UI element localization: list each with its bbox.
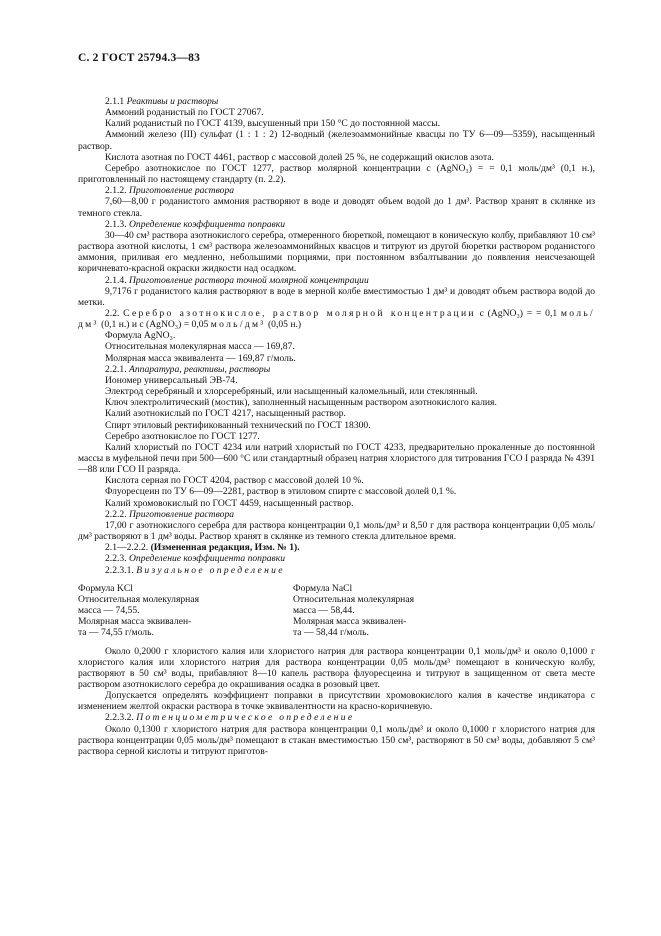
paragraph: Серебро азотнокислое по ГОСТ 1277, раствор молярной концентрации c (AgNO₃) = = 0,1 моль/дм³ (0,1 н.), приготовленный по настоящему стандарту (п. 2.2). [78, 162, 595, 186]
section-number: 2.1.2. [105, 185, 129, 197]
paragraph: Спирт этиловый ректификованный технический по ГОСТ 18300. [105, 419, 371, 431]
section-title-formula: (0,1 н.) и c (AgNO₃) = 0,05 [98, 319, 211, 331]
document-body [78, 96, 595, 757]
section-2-1-4-heading [78, 275, 595, 286]
formula-line: Относительная молекулярная [293, 593, 414, 605]
formula-line: масса — 74,55. [78, 605, 140, 617]
section-title: Аппаратура, реактивы, растворы [128, 363, 271, 375]
section-number: 2.2.3. [105, 553, 129, 565]
formula-columns [78, 583, 595, 639]
formula-line: Молярная масса эквивален- [78, 616, 192, 628]
section-2-2-3-1-heading [78, 565, 595, 576]
section-number: 2.1.4. [105, 274, 129, 286]
paragraph: Серебро азотнокислое по ГОСТ 1277. [105, 430, 260, 442]
paragraph: 7,60—8,00 г роданистого аммония растворяют в воде и доводят объем водой до 1 дм³. Раствор хранят в склянке из темного стекла. [78, 196, 595, 219]
section-2-2-1-heading [78, 364, 595, 375]
paragraph: Электрод серебряный и хлорсеребряный, или насыщенный каломельный, или стеклянный. [105, 386, 478, 398]
section-title: Потенциометрическое определение [136, 712, 355, 724]
paragraph: Калий хромовокислый по ГОСТ 4459, насыщенный раствор. [105, 497, 354, 509]
section-title: Серебро азотнокислое, раствор молярной концентрации [123, 307, 476, 319]
section-title: Определение коэффициента поправки [128, 218, 286, 230]
section-title: Определение коэффициента поправки [128, 553, 286, 565]
section-2-1-2-heading [78, 185, 595, 196]
unit-spaced: моль/дм³ [210, 319, 266, 331]
section-2-2-2-heading [78, 509, 595, 520]
paragraph: 30—40 см³ раствора азотнокислого серебра, отмеренного бюреткой, помещают в коническую колбу, прибавляют 10 см³ раствора азотной кислоты, 1 см³ раствора железоаммонийных квасцов и титруют из другой бюретки раствором роданистого аммония, приливая его медленно, небольшими порциями, при постоянном взбалтывании до появления неисчезающей коричневато-красной окраски жидкости над осадком. [78, 229, 595, 275]
document-page [78, 52, 595, 757]
unit-spaced: моль/дм³ [78, 307, 595, 331]
section-title-formula: (0,05 н.) [265, 319, 302, 331]
paragraph: Кислота серная по ГОСТ 4204, раствор с массовой долей 10 %. [105, 475, 364, 487]
formula-nacl [293, 583, 500, 639]
section-number: 2.1—2.2.2. [105, 542, 151, 554]
formula-line: та — 58,44 г/моль. [293, 627, 369, 639]
paragraph: Около 0,1300 г хлористого натрия для раствора концентрации 0,1 моль/дм³ и около 0,1000 г хлористого натрия для раствора концентрации 0,05 моль/дм³ помещают в стакан вместимостью 150 см³, растворяют в 50 см³ воды, добавляют 5 см³ раствора серной кислоты и титруют приготов- [78, 723, 595, 757]
section-2-1-3-heading [78, 219, 595, 230]
formula-line: масса — 58,44. [293, 605, 355, 617]
paragraph: Аммоний железо (III) сульфат (1 : 1 : 2) 12-водный (железоаммонийные квасцы по ТУ 6—09—5359), насыщенный раствор. [78, 129, 595, 152]
paragraph: 9,7176 г роданистого калия растворяют в воде в мерной колбе вместимостью 1 дм³ и доводят объем раствора водой до метки. [78, 285, 595, 308]
section-title: Визуальное определение [136, 564, 285, 576]
section-number: 2.2.3.2. [105, 712, 137, 724]
formula-line: Молярная масса эквивален- [293, 616, 407, 628]
paragraph: 17,00 г азотнокислого серебра для раствора концентрации 0,1 моль/дм³ и 8,50 г для раствора концентрации 0,05 моль/дм³ растворяют в 1 дм³ воды. Раствор хранят в склянке из темного стекла длительное время. [78, 519, 595, 543]
paragraph: Ключ электролитический (мостик), заполненный насыщенным раствором азотнокислого калия. [105, 397, 497, 409]
paragraph: Флуоресцеин по ТУ 6—09—2281, раствор в этиловом спирте с массовой долей 0,1 %. [105, 486, 457, 498]
amendment-note [78, 542, 595, 553]
section-2-1-1-heading [78, 96, 595, 107]
amendment-text: (Измененная редакция, Изм. № 1). [150, 542, 300, 554]
paragraph: Аммоний роданистый по ГОСТ 27067. [105, 107, 264, 119]
formula-line: та — 74,55 г/моль. [78, 627, 154, 639]
paragraph: Иономер универсальный ЭВ-74. [105, 374, 238, 386]
paragraph: Относительная молекулярная масса — 169,87. [105, 341, 295, 353]
section-title: Приготовление раствора [128, 508, 235, 520]
section-number: 2.1.3. [105, 218, 129, 230]
paragraph: Формула AgNO₃. [105, 330, 176, 342]
formula-line: Формула NaCl [293, 582, 353, 594]
paragraph: Калий хлористый по ГОСТ 4234 или натрий хлористый по ГОСТ 4233, предварительно прокаленные до постоянной массы в муфельной печи при 500—600 °С или стандартный образец натрия хлористого для титрования ГСО I разряда № 4391—88 или ГСО II разряда. [78, 441, 595, 476]
paragraph: Около 0,2000 г хлористого калия или хлористого натрия для раствора концентрации 0,1 моль/дм³ и около 0,1000 г хлористого калия или хлористого натрия для раствора концентрации 0,05 моль/дм³ помещают в коническую колбу, растворяют в 50 см³ воды, прибавляют 8—10 капель раствора флуоресцеина и титруют в защищенном от света месте раствором азотнокислого серебра до окрашивания осадка в розовый цвет. [78, 645, 595, 690]
paragraph: Молярная масса эквивалента — 169,87 г/моль. [105, 352, 296, 364]
paragraph: Кислота азотная по ГОСТ 4461, раствор с массовой долей 25 %, не содержащий окислов азота. [105, 151, 494, 163]
section-number: 2.2.3.1. [105, 564, 137, 576]
section-number: 2.2. [105, 307, 124, 319]
section-2-2-heading [78, 308, 595, 330]
section-title: Приготовление раствора [128, 185, 235, 197]
page-header: С. 2 ГОСТ 25794.3—83 [78, 52, 201, 64]
formula-kcl [78, 583, 285, 639]
section-title: Приготовление раствора точной молярной концентрации [128, 274, 369, 286]
section-number: 2.2.1. [105, 363, 129, 375]
paragraph: Калий азотнокислый по ГОСТ 4217, насыщенный раствор. [105, 408, 346, 420]
paragraph: Калий роданистый по ГОСТ 4139, высушенный при 150 °С до постоянной массы. [105, 118, 441, 130]
paragraph: Допускается определять коэффициент поправки в присутствии хромовокислого калия в качестве индикатора с изменением желтой окраски раствора в точке эквивалентности на красно-коричневую. [78, 690, 595, 713]
section-2-2-3-heading [78, 553, 595, 564]
formula-line: Относительная молекулярная [78, 593, 199, 605]
section-number: 2.1.1 [105, 96, 127, 107]
section-number: 2.2.2. [105, 508, 129, 520]
section-title-formula: c (AgNO₃) = = 0,1 [475, 307, 561, 319]
section-title: Реактивы и растворы [126, 96, 219, 107]
section-2-2-3-2-heading [78, 712, 595, 723]
formula-line: Формула KCl [78, 582, 133, 594]
